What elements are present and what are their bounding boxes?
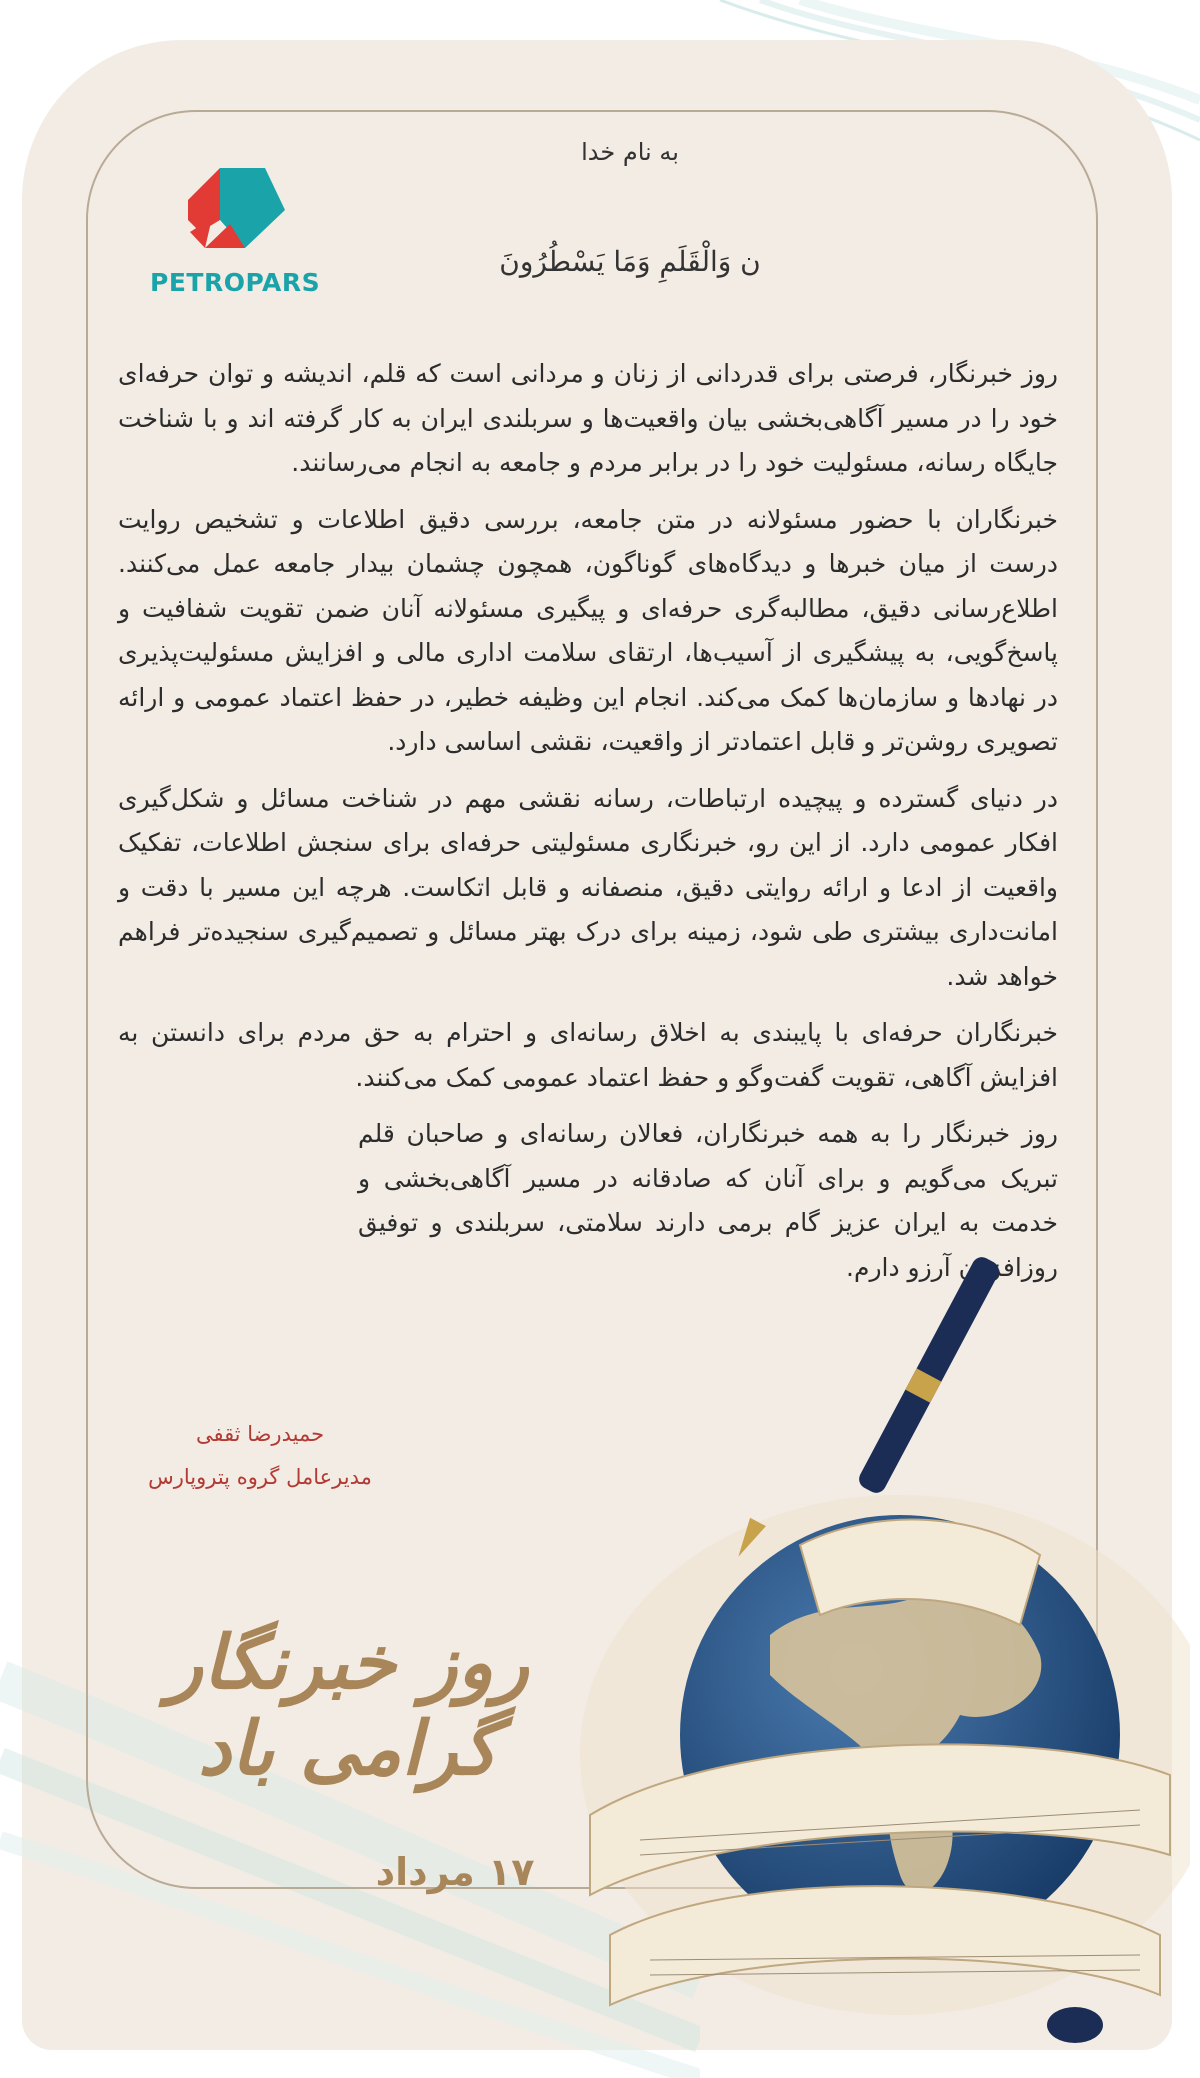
greeting-calligraphy <box>108 1620 588 1792</box>
bismillah-heading: به نام خدا <box>581 138 679 166</box>
petropars-logo <box>150 160 320 310</box>
paragraph: در دنیای گسترده و پیچیده ارتباطات، رسانه نقشی مهم در شناخت مسائل و شکل‌گیری افکار عمومی دارد. از این رو، خبرنگاری مسئولیتی حرفه‌ای برای سنجش اطلاعات، تفکیک واقعیت از ادعا و ارائه روایتی دقیق، منصفانه و قابل اتکاست. هرچه این مسیر با دقت و امانت‌داری بیشتری طی شود، زمینه برای درک بهتر مسائل و تصمیم‌گیری سنجیده‌تر فراهم خواهد شد. <box>118 783 1058 991</box>
paragraph: روز خبرنگار، فرصتی برای قدردانی از زنان و مردانی است که قلم، اندیشه و توان حرفه‌ای خود را در مسیر آگاهی‌بخشی بیان واقعیت‌ها و سربلندی ایران به کار گرفته اند و با شناخت جایگاه رسانه، مسئولیت خود را در برابر مردم و جامعه به انجام می‌رسانند. <box>118 359 1058 477</box>
quran-verse: ن وَالْقَلَمِ وَمَا يَسْطُرُونَ <box>499 245 761 278</box>
paragraph: خبرنگاران حرفه‌ای با پایبندی به اخلاق رسانه‌ای و احترام به حق مردم برای دانستن به افزایش آگاهی، تقویت گفت‌وگو و حفظ اعتماد عمومی کمک می‌کنند. <box>118 1018 1058 1092</box>
greeting-title: روز خبرنگار گرامی باد <box>167 1620 529 1792</box>
message-body <box>118 352 1058 1302</box>
paragraph: خبرنگاران با حضور مسئولانه در متن جامعه، بررسی دقیق اطلاعات و تشخیص روایت درست از میان خبرها و دیدگاه‌های گوناگون، همچون چشمان بیدار جامعه عمل می‌کنند. اطلاع‌رسانی دقیق، مطالبه‌گری حرفه‌ای و پیگیری مسئولانه آنان ضمن تقویت شفافیت و پاسخ‌گویی، به پیشگیری از آسیب‌ها، ارتقای سلامت اداری مالی و افزایش مسئولیت‌پذیری در نهادها و سازمان‌ها کمک می‌کند. انجام این وظیفه خطیر، در حفظ اعتماد عمومی و ارائه تصویری روشن‌تر و قابل اعتمادتر از واقعیت، نقشی اساسی دارد. <box>118 504 1058 756</box>
signature-role: مدیرعامل گروه پتروپارس <box>148 1465 372 1489</box>
logo-mark-icon <box>150 160 320 270</box>
greeting-date: ۱۷ مرداد <box>375 1850 535 1894</box>
signature-name: حمیدرضا ثقفی <box>195 1422 325 1446</box>
globe-newspaper-pen-illustration <box>520 1255 1190 2055</box>
logo-wordmark: PETROPARS <box>150 268 321 297</box>
paragraph: روز خبرنگار را به همه خبرنگاران، فعالان رسانه‌ای و صاحبان قلم تبریک می‌گویم و برای آنان که صادقانه در مسیر آگاهی‌بخشی و خدمت به ایران عزیز گام برمی دارند سلامتی، سربلندی و توفیق روزافزون آرزو دارم. <box>358 1119 1058 1282</box>
